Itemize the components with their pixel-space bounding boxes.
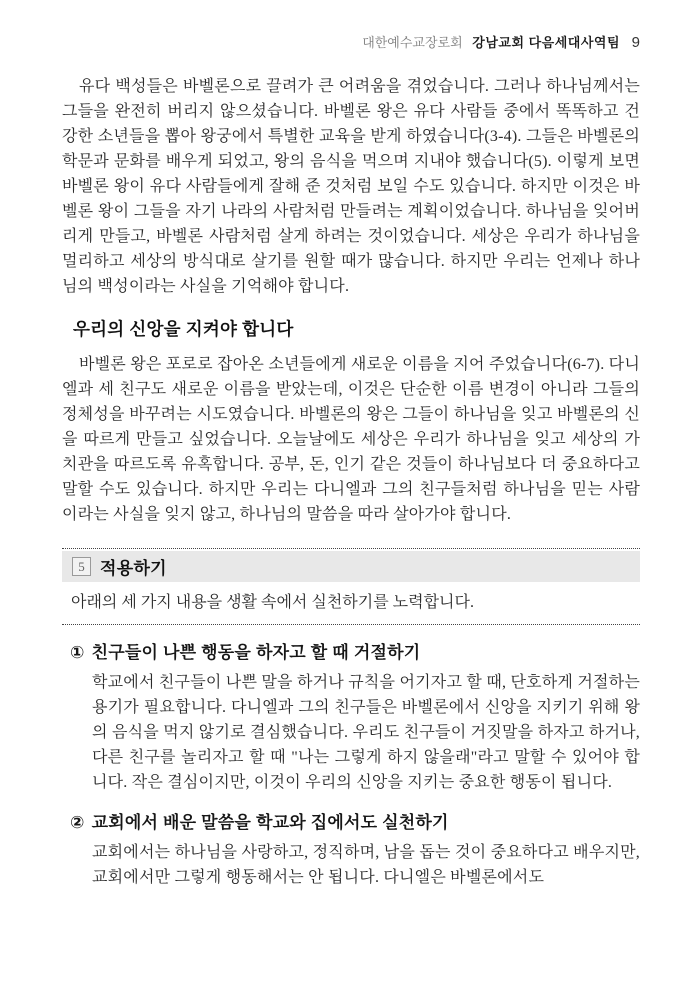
apply-item-2-body: 교회에서는 하나님을 사랑하고, 정직하며, 남을 돕는 것이 중요하다고 배우지만, 교회에서만 그렇게 행동해서는 안 됩니다. 다니엘은 바벨론에서도 [92,844,640,886]
apply-section [62,548,640,625]
apply-item-1-heading [62,638,640,663]
header-organization: 대한예수교장로회 [362,35,463,50]
apply-item-2-title: 교회에서 배운 말씀을 학교와 집에서도 실천하기 [91,813,449,832]
header-team-name: 강남교회 다음세대사역팀 [472,35,621,50]
circled-number-2: ② [70,813,85,832]
lesson-paragraph-1: 유다 백성들은 바벨론으로 끌려가 큰 어려움을 겪었습니다. 그러나 하나님께서는 그들을 완전히 버리지 않으셨습니다. 바벨론 왕은 유다 사람들 중에서 똑똑하고 건강한 소년들을 뽑아 왕궁에서 특별한 교육을 받게 하였습니다(3-4). 그들은 바벨론의 학문과 문화를 배우게 되었고, 왕의 음식을 먹으며 지내야 했습니다(5). 이렇게 보면 바벨론 왕이 유다 사람들에게 잘해 준 것처럼 보일 수도 있습니다. 하지만 이것은 바벨론 왕이 그들을 자기 나라의 사람처럼 만들려는 계획이었습니다. 하나님을 잊어버리게 만들고, 바벨론 사람처럼 살게 하려는 것이었습니다. 세상은 우리가 하나님을 멀리하고 세상의 방식대로 살기를 원할 때가 많습니다. 하지만 우리는 언제나 하나님의 백성이라는 사실을 기억해야 합니다. [62,78,640,295]
apply-section-bar [62,551,640,582]
running-header [62,34,640,52]
apply-section-intro: 아래의 세 가지 내용을 생활 속에서 실천하기를 노력합니다. [71,594,474,611]
section-heading-keep-faith: 우리의 신앙을 지켜야 합니다 [73,319,294,339]
apply-item-2-heading [62,808,640,833]
circled-number-1: ① [70,643,85,662]
apply-section-title: 적용하기 [100,559,167,578]
apply-item-2 [62,808,640,890]
apply-item-1-body: 학교에서 친구들이 나쁜 말을 하거나 규칙을 어기자고 할 때, 단호하게 거절하는 용기가 필요합니다. 다니엘과 그의 친구들은 바벨론에서 신앙을 지키기 위해 왕의 음식을 먹지 않기로 결심했습니다. 우리도 친구들이 거짓말을 하자고 하거나, 다른 친구를 놀리자고 할 때 "나는 그렇게 하지 않을래"라고 말할 수 있어야 합니다. 작은 결심이지만, 이것이 우리의 신앙을 지키는 중요한 행동이 됩니다. [92,674,640,791]
lesson-paragraph-2: 바벨론 왕은 포로로 잡아온 소년들에게 새로운 이름을 지어 주었습니다(6-7). 다니엘과 세 친구도 새로운 이름을 받았는데, 이것은 단순한 이름 변경이 아니라 그들의 정체성을 바꾸려는 시도였습니다. 바벨론의 왕은 그들이 하나님을 잊고 바벨론의 신을 따르게 만들고 싶었습니다. 오늘날에도 세상은 우리가 하나님을 잊고 세상의 가치관을 따르도록 유혹합니다. 공부, 돈, 인기 같은 것들이 하나님보다 더 중요하다고 말할 수도 있습니다. 하지만 우리는 다니엘과 그의 친구들처럼 하나님을 믿는 사람이라는 사실을 잊지 않고, 하나님의 말씀을 따라 살아가야 합니다. [62,356,640,523]
section-number-box: 5 [72,557,91,576]
apply-item-1-title: 친구들이 나쁜 행동을 하자고 할 때 거절하기 [91,643,421,662]
page-number: 9 [631,34,640,51]
apply-item-1 [62,638,640,795]
